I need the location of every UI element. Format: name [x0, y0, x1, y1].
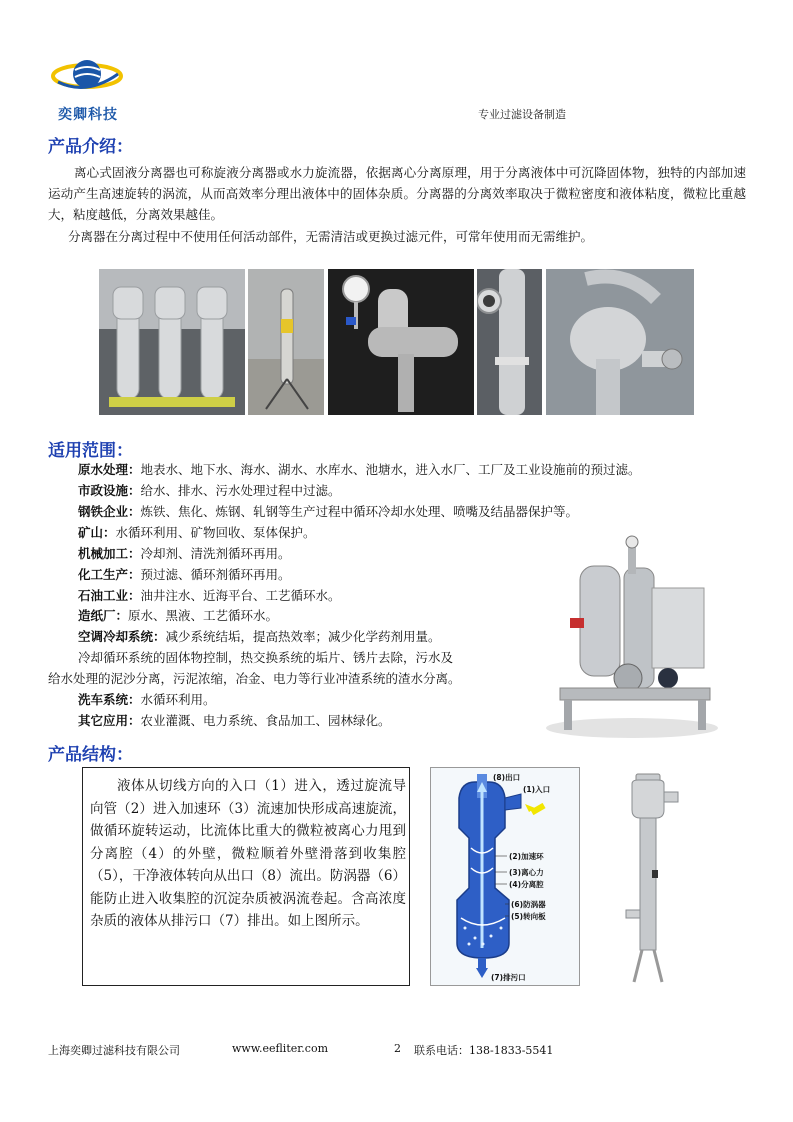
tripod-separator-image [248, 269, 324, 415]
standalone-separator-photo [618, 770, 682, 986]
diagram-label-deflector: (5)转向板 [511, 912, 546, 921]
diagram-label-centrifugal: (3)离心力 [509, 868, 544, 877]
intro-paragraph-2: 分离器在分离过程中不使用任何活动部件，无需清洁或更换过滤元件，可常年使用而无需维护。 [68, 229, 594, 244]
application-item: 原水处理：地表水、地下水、海水、湖水、水库水、池塘水，进入水厂、工厂及工业设施前的预过滤。 [78, 462, 641, 477]
footer-company: 上海奕卿过滤科技有限公司 [48, 1044, 180, 1057]
application-item: 化工生产：预过滤、循环剂循环再用。 [78, 567, 291, 582]
product-photo-4 [477, 269, 542, 415]
product-photo-2 [248, 269, 324, 415]
skid-system-photo [540, 528, 724, 743]
application-item: 其它应用：农业灌溉、电力系统、食品加工、园林绿化。 [78, 713, 391, 728]
structure-diagram [430, 767, 580, 986]
structure-heading: 产品结构： [48, 745, 133, 765]
footer-phone: 联系电话：138-1833-5541 [414, 1044, 554, 1057]
product-photo-5 [546, 269, 694, 415]
diagram-label-inlet: (1)入口 [523, 785, 551, 794]
application-extra-line: 给水处理的泥沙分离，污泥浓缩，冶金、电力等行业冲渣系统的渣水分离。 [48, 671, 461, 686]
product-photo-1 [99, 269, 245, 415]
footer-website[interactable]: www.eefliter.com [232, 1042, 329, 1055]
application-extra-line: 冷却循环系统的固体物控制，热交换系统的垢片、锈片去除，污水及 [78, 650, 454, 665]
application-item: 钢铁企业：炼铁、焦化、炼钢、轧钢等生产过程中循环冷却水处理、喷嘴及结晶器保护等。 [78, 504, 579, 519]
application-item: 洗车系统：水循环利用。 [78, 692, 216, 707]
application-item: 市政设施：给水、排水、污水处理过程中过滤。 [78, 483, 341, 498]
intro-heading: 产品介绍： [48, 137, 133, 157]
logo-text: 奕卿科技 [58, 107, 118, 123]
flanged-separator-image [477, 269, 542, 415]
piped-separator-image [546, 269, 694, 415]
application-item: 空调冷却系统：减少系统结垢，提高热效率；减少化学药剂用量。 [78, 629, 441, 644]
separator-cutaway-diagram [431, 768, 581, 987]
footer-page-number: 2 [394, 1042, 401, 1055]
product-photo-3 [328, 269, 474, 415]
separators-trio-image [99, 269, 245, 415]
diagram-label-vortex-breaker: (6)防涡器 [511, 900, 546, 909]
structure-description: 液体从切线方向的入口（1）进入，透过旋流导向管（2）进入加速环（3）流速加快形成高速旋流，做循环旋转运动，比流体比重大的微粒被离心力甩到分离腔（4）的外壁，微粒顺着外壁滑落到收集腔（5），干净液体转向从出口（8）流出。防涡器（6）能防止进入收集腔的沉淀杂质被涡流卷起。含高浓度杂质的液体从排污口（7）排出。如上图所示。 [90, 778, 407, 929]
diagram-label-chamber: (4)分离腔 [509, 880, 544, 889]
diagram-label-outlet: (8)出口 [493, 773, 521, 782]
diagram-label-drain: (7)排污口 [491, 973, 526, 982]
applications-heading: 适用范围： [48, 441, 133, 461]
application-item: 机械加工：冷却剂、清洗剂循环再用。 [78, 546, 291, 561]
application-item: 矿山：水循环利用、矿物回收、泵体保护。 [78, 525, 316, 540]
application-item: 造纸厂：原水、黑液、工艺循环水。 [78, 608, 279, 623]
intro-paragraph-1: 离心式固液分离器也可称旋液分离器或水力旋流器，依据离心分离原理，用于分离液体中可沉降固体物，独特的内部加速运动产生高速旋转的涡流，从而高效率分理出液体中的固体杂质。分离器的分离效率取决于微粒密度和液体粘度，微粒比重越大，粘度越低，分离效果越佳。 [48, 165, 746, 222]
application-item: 石油工业：油井注水、近海平台、工艺循环水。 [78, 588, 341, 603]
gauge-separator-image [328, 269, 474, 415]
diagram-label-accel-ring: (2)加速环 [509, 852, 544, 861]
header-tagline: 专业过滤设备制造 [478, 108, 566, 121]
